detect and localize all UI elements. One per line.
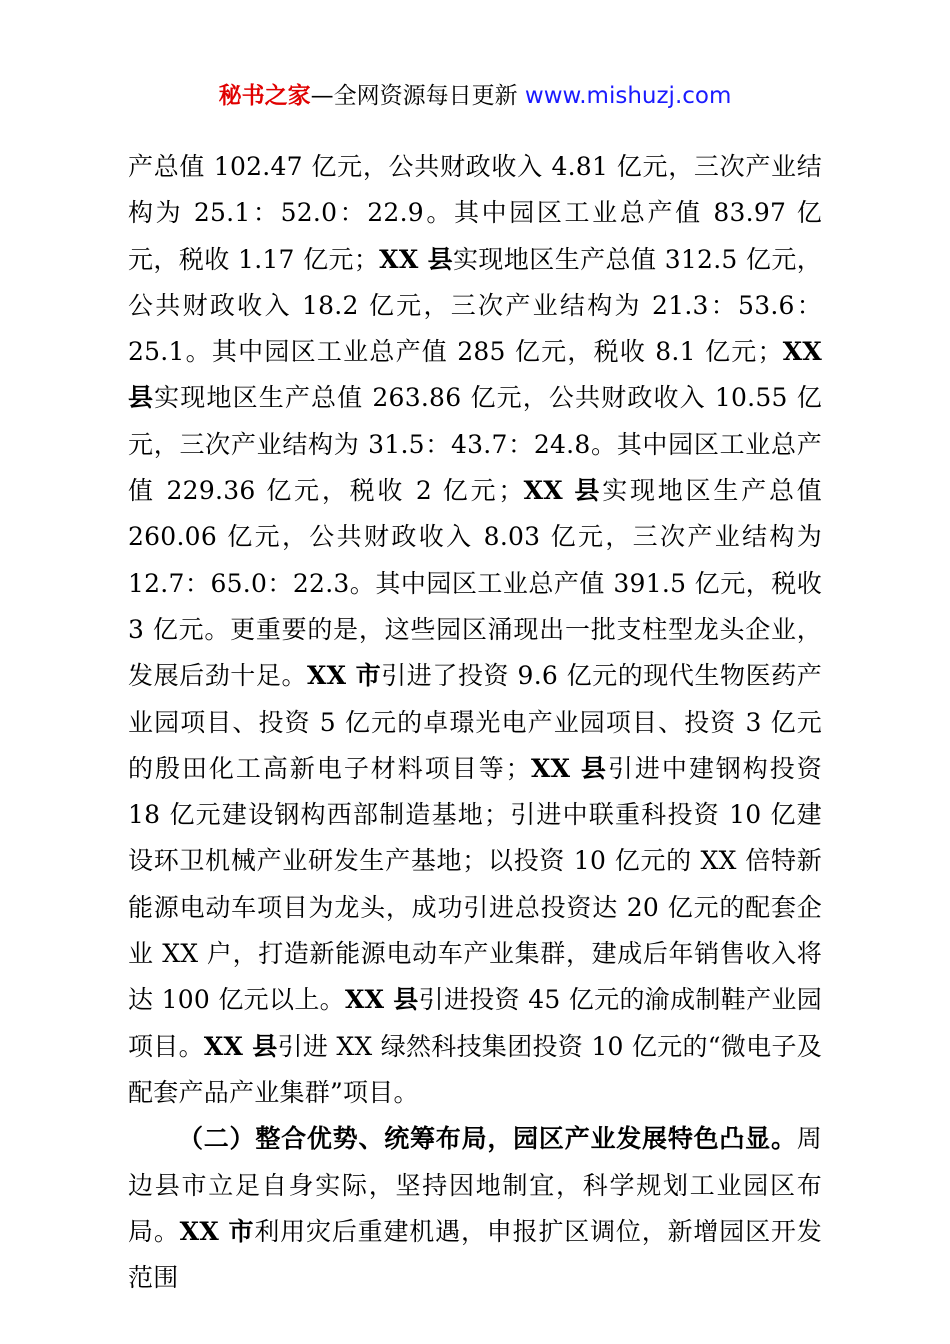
text-run: 产总值 102.47 亿元，公共财政收入 4.81 亿元，三次产业结构为 25.1：52.0：22.9。其中园区工业总产值 83.97 亿元，税收 1.17 亿元；: [128, 152, 822, 274]
site-tagline: —全网资源每日更新: [310, 83, 518, 109]
bold-text-run: XX 县: [530, 753, 608, 783]
site-url-link[interactable]: www.mishuzj.com: [524, 83, 732, 109]
text-run: 实现地区生产总值 312.5 亿元，公共财政收入 18.2 亿元，三次产业结构为 21.3：53.6：25.1。其中园区工业总产值 285 亿元，税收 8.1 亿元；: [128, 244, 823, 367]
text-run: 引进了投资 9.6 亿元的现代生物医药产业园项目、投资 5 亿元的卓璟光电产业园项目、投资 3 亿元的殷田化工高新电子材料项目等；: [128, 661, 822, 783]
bold-text-run: XX 市: [307, 661, 382, 691]
paragraph-section-two: [128, 1116, 822, 1301]
bold-text-run: XX 县: [379, 244, 454, 274]
bold-text-run: XX 县: [203, 1031, 278, 1061]
text-run: 引进中建钢构投资 18 亿元建设钢构西部制造基地；引进中联重科投资 10 亿建设环卫机械产业研发生产基地；以投资 10 亿元的 XX 倍特新能源电动车项目为龙头，成功引进总投资达 20 亿元的配套企业 XX 户，打造新能源电动车产业集群，建成后年销售收入将达 100 亿元以上。: [128, 753, 822, 1015]
bold-text-run: XX 县: [128, 337, 822, 413]
bold-text-run: XX 市: [179, 1216, 255, 1246]
site-brand: 秘书之家: [218, 83, 311, 109]
text-run: 引进投资 45 亿元的渝成制鞋产业园项目。: [128, 985, 822, 1061]
bold-text-run: （二）整合优势、统筹布局，园区产业发展特色凸显。: [178, 1124, 797, 1154]
bold-text-run: XX 县: [344, 985, 419, 1015]
text-run: 周边县市立足自身实际，坚持因地制宜，科学规划工业园区布局。: [128, 1124, 822, 1246]
text-run: 引进 XX 绿然科技集团投资 10 亿元的“微电子及配套产品产业集群”项目。: [128, 1031, 823, 1107]
document-body: [128, 144, 822, 1301]
text-run: 实现地区生产总值 263.86 亿元，公共财政收入 10.55 亿元，三次产业结构为 31.5：43.7：24.8。其中园区工业总产值 229.36 亿元，税收 2 亿元；: [128, 383, 822, 506]
bold-text-run: XX 县: [523, 476, 603, 506]
text-run: 利用灾后重建机遇，申报扩区调位，新增园区开发范围: [128, 1216, 822, 1293]
site-header: [0, 80, 950, 112]
text-run: 实现地区生产总值 260.06 亿元，公共财政收入 8.03 亿元，三次产业结构为 12.7：65.0：22.3。其中园区工业总产值 391.5 亿元，税收 3 亿元。更重要的是，这些园区涌现出一批支柱型龙头企业，发展后劲十足。: [128, 476, 822, 691]
paragraph-economic-figures: [128, 144, 822, 1116]
